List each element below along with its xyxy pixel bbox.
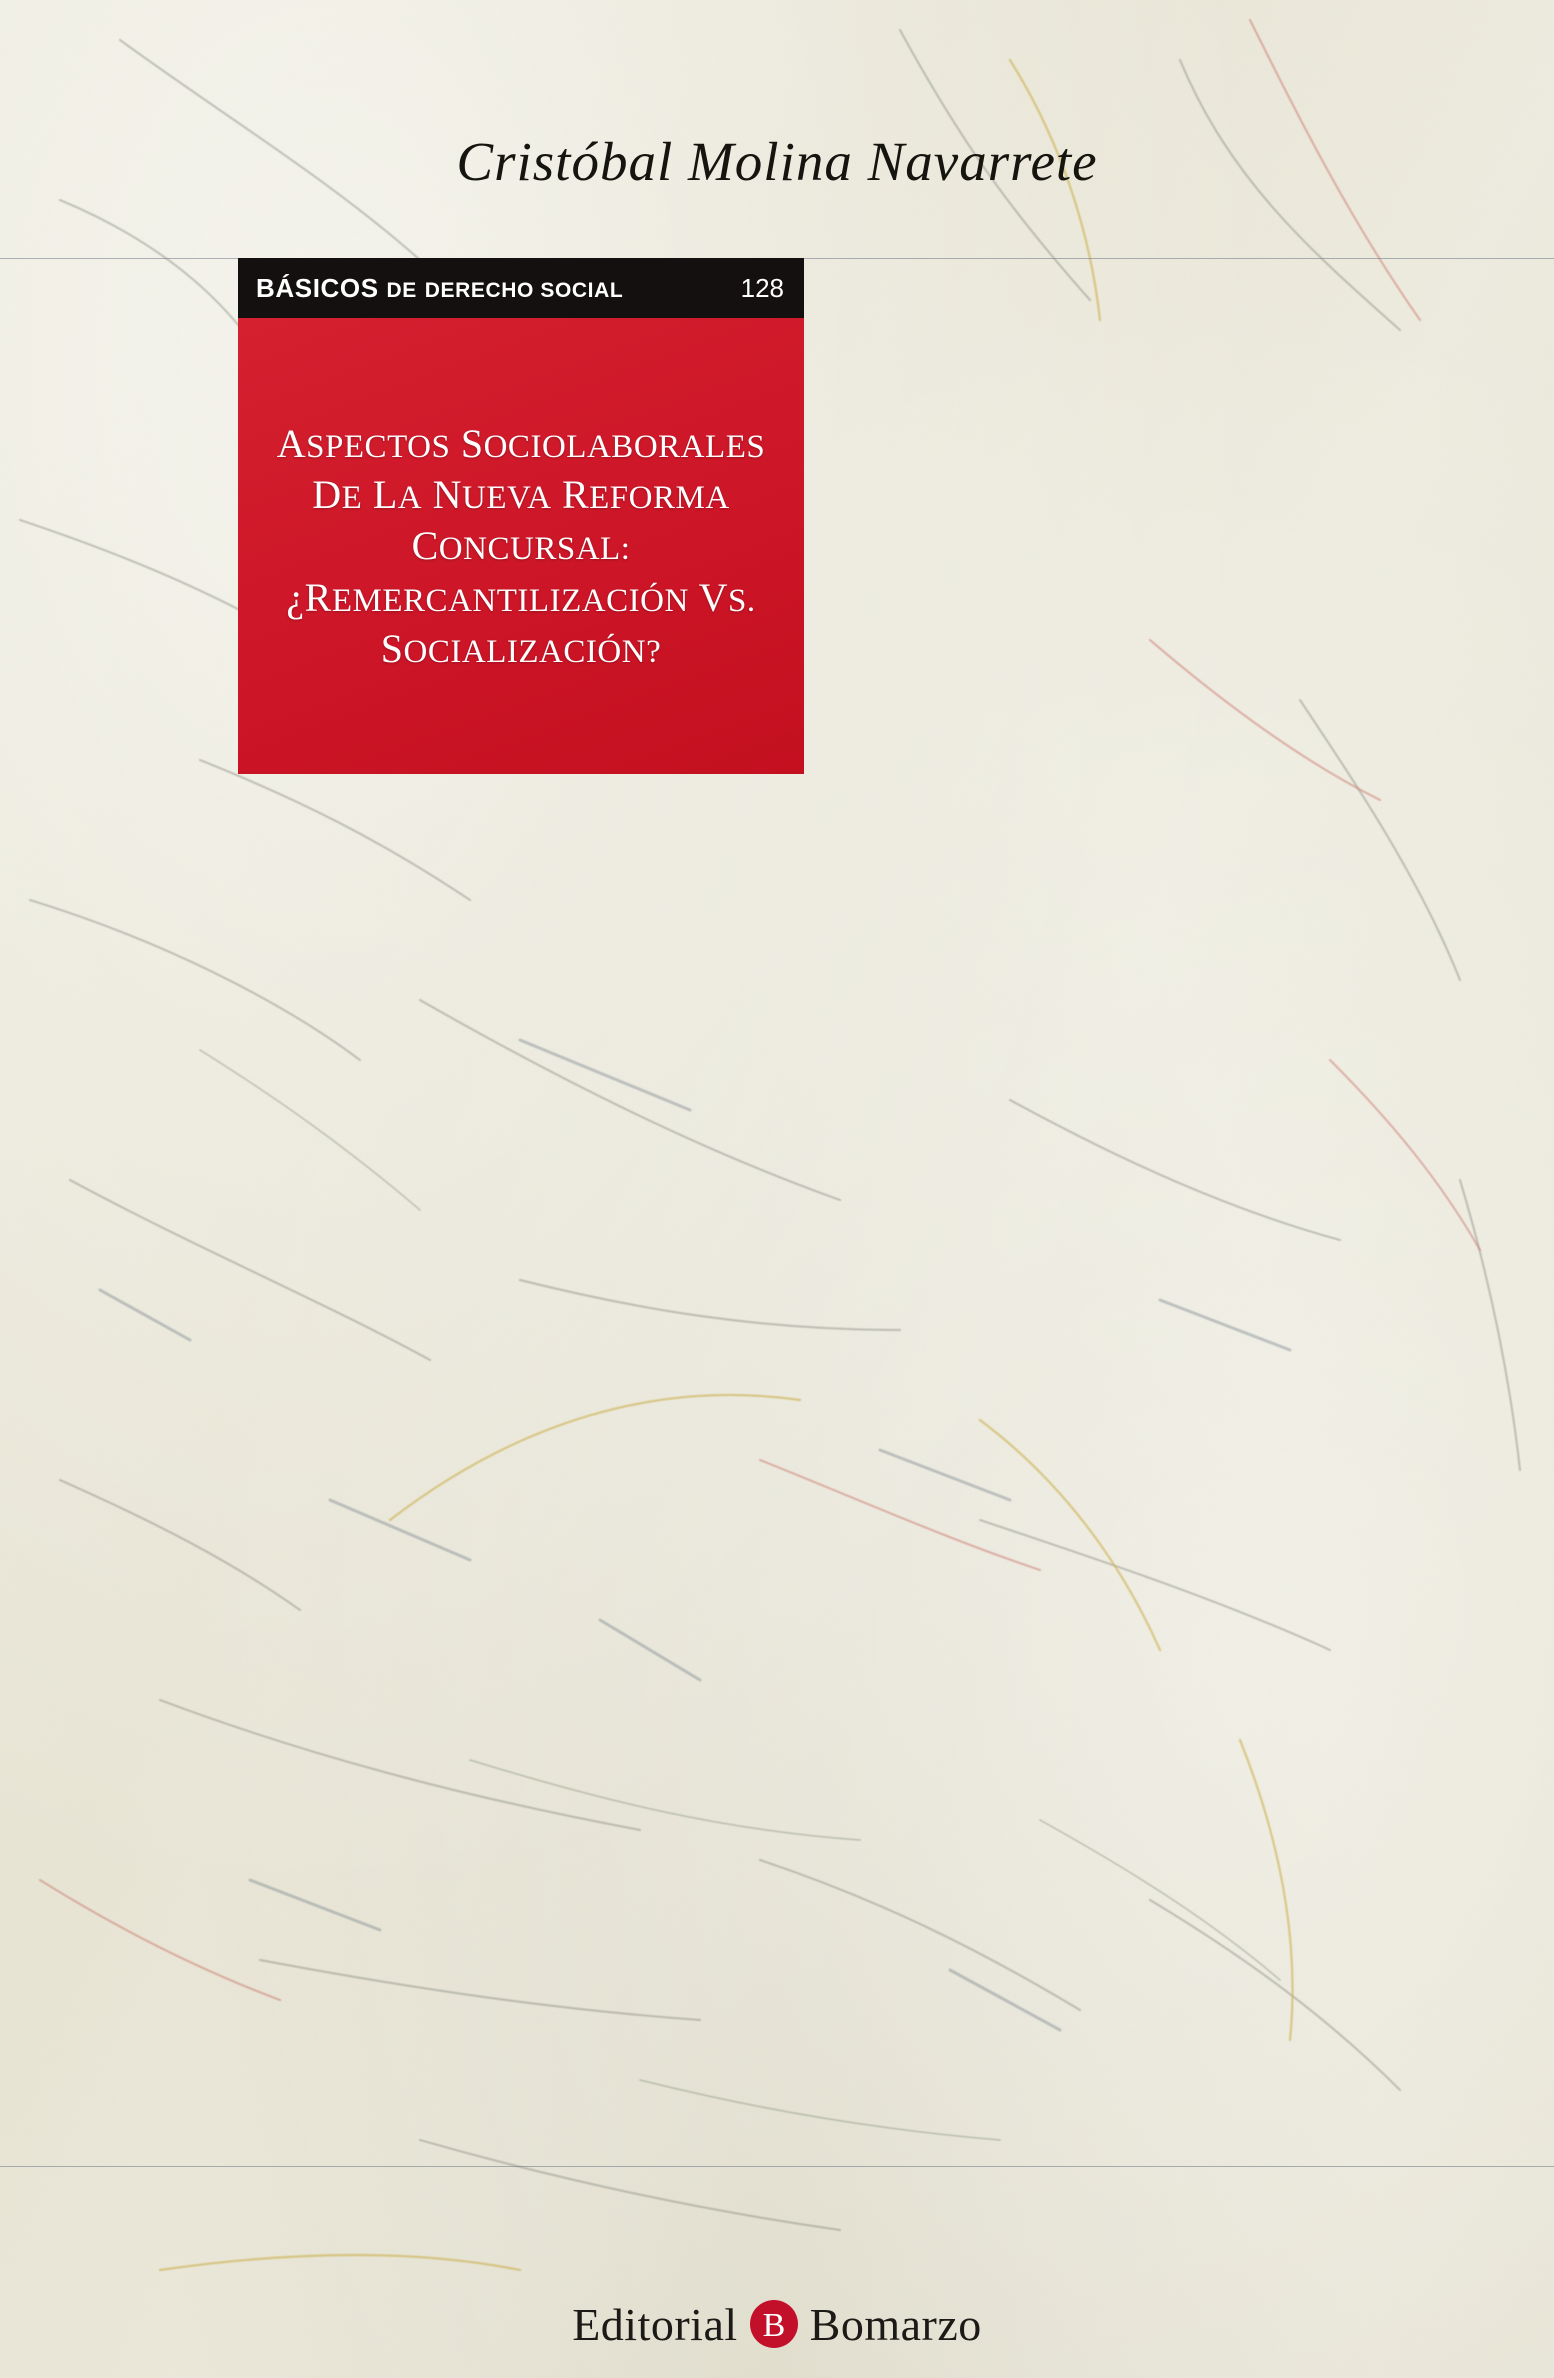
svg-text:B: B bbox=[762, 2307, 786, 2344]
title-panel bbox=[238, 318, 804, 774]
title-line-3: CONCURSAL: bbox=[411, 523, 631, 569]
series-label-de: DE bbox=[386, 278, 417, 302]
publisher-logo bbox=[0, 2296, 1554, 2352]
rule-bottom bbox=[0, 2166, 1554, 2167]
publisher-prefix: Editorial bbox=[572, 2298, 738, 2350]
title-line-1: ASPECTOS SOCIOLABORALES bbox=[276, 421, 766, 467]
series-label-main: BÁSICOS bbox=[256, 272, 379, 303]
publisher-name: Bomarzo bbox=[809, 2298, 982, 2350]
book-title bbox=[277, 418, 765, 674]
publisher-mark-icon bbox=[746, 2296, 802, 2352]
series-bar bbox=[238, 258, 804, 318]
series-number: 128 bbox=[740, 272, 784, 303]
title-line-2: DE LA NUEVA REFORMA bbox=[312, 472, 730, 518]
title-block bbox=[238, 258, 804, 774]
series-label bbox=[256, 273, 623, 304]
title-line-4: ¿REMERCANTILIZACIÓN VS. bbox=[286, 574, 756, 620]
series-label-rest: DERECHO SOCIAL bbox=[424, 278, 624, 302]
title-line-5: SOCIALIZACIÓN? bbox=[380, 625, 662, 671]
author-name: Cristóbal Molina Navarrete bbox=[456, 131, 1098, 192]
